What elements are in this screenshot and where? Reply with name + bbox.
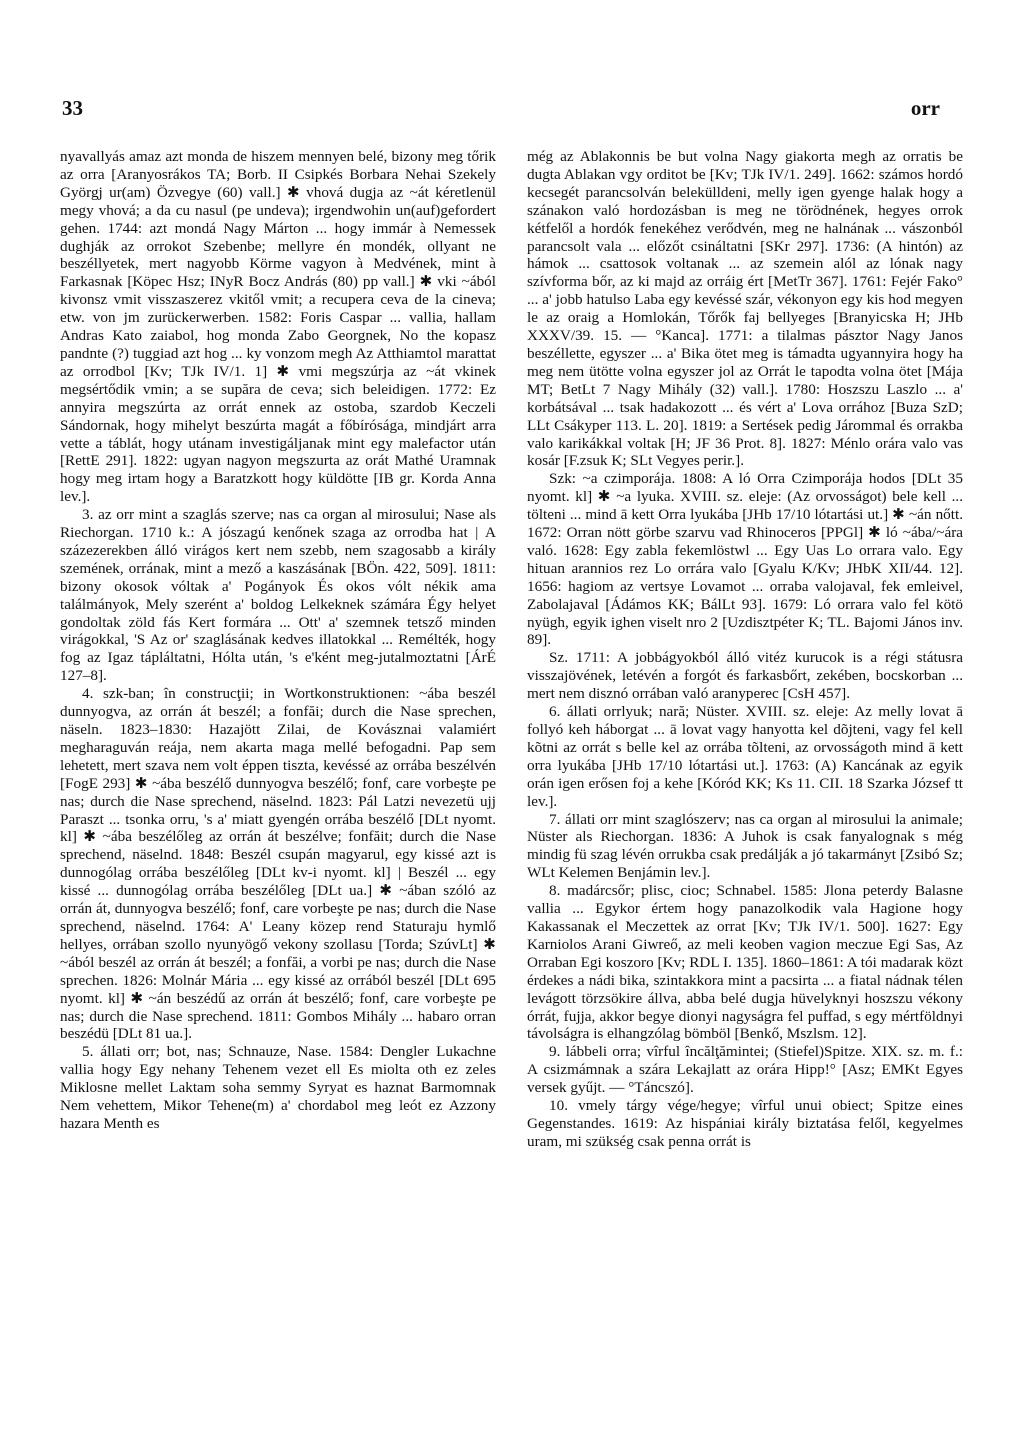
paragraph-sense-3: 3. az orr mint a szaglás szerve; nas ca organ al mirosului; Nase als Riechorgan. 1710 k.: A jószagú kenőnek szaga az orrodba hat | A százezerekben álló virágos kert nem szebb, nem szagosabb a király szemének, orrának, mint a mező a kaszásának [BÖn. 422, 509]. 1811: bizony okosok vóltak a' Pogányok És okos vólt nékik ama találmányok, Mely szerént a' boldog Lelkeknek számára Égy helyet gondoltak zöld fás Kert formára ... Ott' a' szemnek tetsző minden virágokkal, 'S Az or' szaglásának kedves illatokkal ... Remélték, hogy fog az Igaz tápláltatni, Hólta után, 's e'ként meg-jutalmoztatni [ÁrÉ 127–8]. [60, 506, 496, 685]
paragraph-sense-6: 6. állati orrlyuk; nară; Nüster. XVIII. sz. eleje: Az melly lovat ā follyó keh háborgat ... ā lovat vagy hanyotta kel dõjteni, vagy fel kell kõtni az orrát s belle kel az orrába tõlteni, az orvosságoth mind ā kett orra lyukába [JHb 17/10 lótartási ut.]. 1763: (A) Kancának az egyik orán igen erősen foj a kehe [Kóród KK; Ks 11. CII. 18 Szarka József tt lev.]. [527, 703, 963, 810]
paragraph-sense-8: 8. madárcsőr; plisc, cioc; Schnabel. 1585: Jlona peterdy Balasne vallia ... Egykor értem hogy panazolkodik vala Hagione hogy Kakassanak el Meczettek az orrat [Kv; TJk IV/1. 500]. 1627: Egy Karniolos Arani Giwreő, az meli keoben vagion meczue Egi Sas, Az Orraban Egi koszoro [Kv; RDL I. 135]. 1860–1861: A tói madarak közt érdekes a nádi bika, szintakkora mint a pacsirta ... a fiatal nádnak télen levágott törzsökire állva, abba belé dugja hüvelyknyi hoszszu vékony órrát, fujja, akkor begye dionyi nagyságra fel puffad, s egy mértföldnyi távolságra is elhangzólag bömböl [Benkő, Mszlsm. 12]. [527, 882, 963, 1043]
paragraph-saying: Sz. 1711: A jobbágyokból álló vitéz kurucok is a régi státusra visszajövének, letévén a forgót és farkasbőrt, zekében, bocskorban ... mert nem disznó orrában való aranyperec [CsH 457]. [527, 649, 963, 703]
left-column [60, 148, 496, 1133]
paragraph-compounds: Szk: ~a czimporája. 1808: A ló Orra Czimporája hodos [DLt 35 nyomt. kl] ✱ ~a lyuka. XVIII. sz. eleje: (Az orvosságot) bele kell ... tölteni ... mind ā kett Orra lyukába [JHb 17/10 lótartási ut.] ✱ ~án nőtt. 1672: Orran nött görbe szarvu vad Rhinoceros [PPGl] ✱ ló ~ába/~ára való. 1628: Egy zabla fekemlöstwl ... Egy Uas Lo orrara valo. Egy hituan arannios rez Lo orrára valo [Gyalu K/Kv; JHbK XII/44. 12]. 1656: hagiom az vertsye Lovamot ... orraba valojaval, fek emleivel, Zabolajaval [Ádámos KK; BálLt 93]. 1679: Ló orrara valo fel kötö nyügh, egyik ighen viselt nro 2 [Uzdisztpéter K; TL. Bajomi János inv. 89]. [527, 470, 963, 649]
paragraph-sense-5-continued: még az Ablakonnis be but volna Nagy giakorta megh az orratis be dugta Ablakan vgy orditot be [Kv; TJk IV/1. 249]. 1662: számos hordó kecsegét parancsolván belekülldeni, melly igen gyenge halak hogy a szánakon való hordozásban is meg ne törödnének, hegyes orrok kétfelől a hordók fenekéhez verődvén, meg ne halnának ... vászonból parancsolt vala ... előzőt csináltatni [SKr 297]. 1736: (A hintón) az hámok ... csattosok voltanak ... az szemein alól az lónak nagy szívforma bőr, az ki majd az orráig ért [MetTr 367]. 1761: Fejér Fako° ... a' jobb hatulso Laba egy kevéssé szár, vékonyon egy kis hod megyen le az oraig a Homlokán, Tőrők faj bellyeges [Branyicska H; JHb XXXV/39. 15. — °Kanca]. 1771: a tilalmas pásztor Nagy Janos beszéllette, egyszer ... a' Bika ötet meg is támadta ugyannyira hogy ha meg nem ütötte volna egyszer jol az Orrát le tapodta volna ötet [Mája MT; BetLt 7 Nagy Mihály (32) vall.]. 1780: Hoszszu Laszlo ... a' korbátsával ... tsak hadakozott ... és vért a' Lova orrához [Buza SzD; LLt Csákyper 113. L. 20]. 1819: a Sertések pedig Járommal és orrakba valo karikákkal voltak [H; JF 36 Prot. 8]. 1827: Ménlo orára valo vas kosár [F.zsuk K; SLt Vegyes perir.]. [527, 148, 963, 470]
paragraph-sense-2-continued: nyavallyás amaz azt monda de hiszem mennyen belé, bizony meg tőrik az orra [Aranyosrákos TA; Borb. II Csipkés Borbara Nehai Szekely Györgj ur(am) Özvegye (60) vall.] ✱ vhová dugja az ~át kéretlenül megy vhová; a da cu nasul (pe undeva); irgendwohin un(auf)gefordert gehen. 1744: azt mondá Nagy Márton ... hogy immár à Nemessek dughják az orrokot Szebenbe; mellyre én mondék, ollyant ne beszéllyetek, mert nagyobb Körme vagyon à Medvének, mint à Farkasnak [Köpec Hsz; INyR Bocz András (80) pp vall.] ✱ vki ~ából kivonsz vmit visszaszerez vkitől vmit; a recupera ceva de la cineva; etw. von jm zurückerwerben. 1582: Foris Caspar ... vallia, hallam Andras Kato zaiabol, hog monda Zabo Georgnek, No the kopasz pandnte (?) tuggiad azt hog ... ky vonzom megh Az Atthiamtol marattat az orrodbol [Kv; TJk IV/1. 1] ✱ vmi megszúrja az ~át vkinek megsértődik vmin; a se supăra de ceva; sich beleidigen. 1772: Ez annyira megszúrta az orrát ennek az ostoba, szardob Keczeli Sándornak, hogy mihelyt beszúrta magát a főbírósága, mindjárt arra vette a táblát, hogy utánam investigáljanak mint egy malefactor után [RettE 291]. 1822: ugyan nagyon megszurta az orát Mathé Uramnak hogy meg irtam hogy a Baratzkott hogy küldötte [IB gr. Korda Anna lev.]. [60, 148, 496, 506]
right-column [527, 148, 963, 1151]
page-number: 33 [62, 96, 83, 120]
paragraph-sense-7: 7. állati orr mint szaglószerv; nas ca organ al mirosului la animale; Nüster als Riechorgan. 1836: A Juhok is csak fanyalognak s még mindig fü szag lévén orrukba csak predálják a jó takarmányt [Zsibó Sz; WLt Kelemen Benjámin lev.]. [527, 810, 963, 882]
paragraph-sense-5: 5. állati orr; bot, nas; Schnauze, Nase. 1584: Dengler Lukachne vallia hogy Egy nehany Tehenem vezet ell Es miolta oth ez zeles Miklosne mellet Laktam soha semmy Syryat es haznat Barmomnak Nem vehettem, Mikor Tehene(m) a' chordabol meg leót ez Azzony hazara Menth es [60, 1043, 496, 1132]
paragraph-sense-9: 9. lábbeli orra; vîrful încălţămintei; (Stiefel)Spitze. XIX. sz. m. f.: A csizmámnak a szára Lekajlatt az orára Hipp!° [Asz; EMKt Egyes versek gyűjt. — °Táncszó]. [527, 1043, 963, 1097]
running-headword: orr [910, 96, 940, 120]
paragraph-sense-4: 4. szk-ban; în construcţii; in Wortkonstruktionen: ~ába beszél dunnyogva, az orrán át beszél; a fonfăi; durch die Nase sprechen, näseln. 1823–1830: Hazajött Zilai, de Kovásznai valamiért megharaguván reája, nem akarta maga mellé befogadni. Pap sem lehetett, mert szava nem volt éppen tiszta, kevéssé az orrába beszélvén [FogE 293] ✱ ~ába beszélő dunnyogva beszélő; fonf, care vorbeşte pe nas; durch die Nase sprechend, näselnd. 1823: Pál Latzi nevezetü ujj Paraszt ... tsonka orru, 's a' miatt gyengén orrába beszélő [DLt nyomt. kl] ✱ ~ába beszélőleg az orrán át beszélve; fonfăit; durch die Nase sprechend, näselnd. 1848: Beszél csupán magyarul, egy kissé azt is dunnogólag orrába beszélőleg [DLt kv-i nyomt. kl] | Beszél ... egy kissé ... dunnogólag orrába beszélőleg [DLt ua.] ✱ ~ában szóló az orrán át, dunnyogva beszélő; fonf, care vorbeşte pe nas; durch die Nase sprechend, näselnd. 1764: A' Leany közep rend Staturaju hymlő hellyes, orrában szollo nyunyögő vekony szollasu [Torda; SzúvLt] ✱ ~ából beszél az orrán át beszél; a fonfăi, a vorbi pe nas; durch die Nase sprechen. 1826: Molnár Mária ... egy kissé az orrából beszél [DLt 695 nyomt. kl] ✱ ~án beszédű az orrán át beszélő; fonf, care vorbeşte pe nas; durch die Nase sprechend. 1811: Gombos Mihály ... habaro orran beszédü [DLt 81 ua.]. [60, 685, 496, 1043]
paragraph-sense-10: 10. vmely tárgy vége/hegye; vîrful unui obiect; Spitze eines Gegenstandes. 1619: Az hispániai király biztatása felől, kegyelmes uram, mi szükség csak penna orrát is [527, 1097, 963, 1150]
